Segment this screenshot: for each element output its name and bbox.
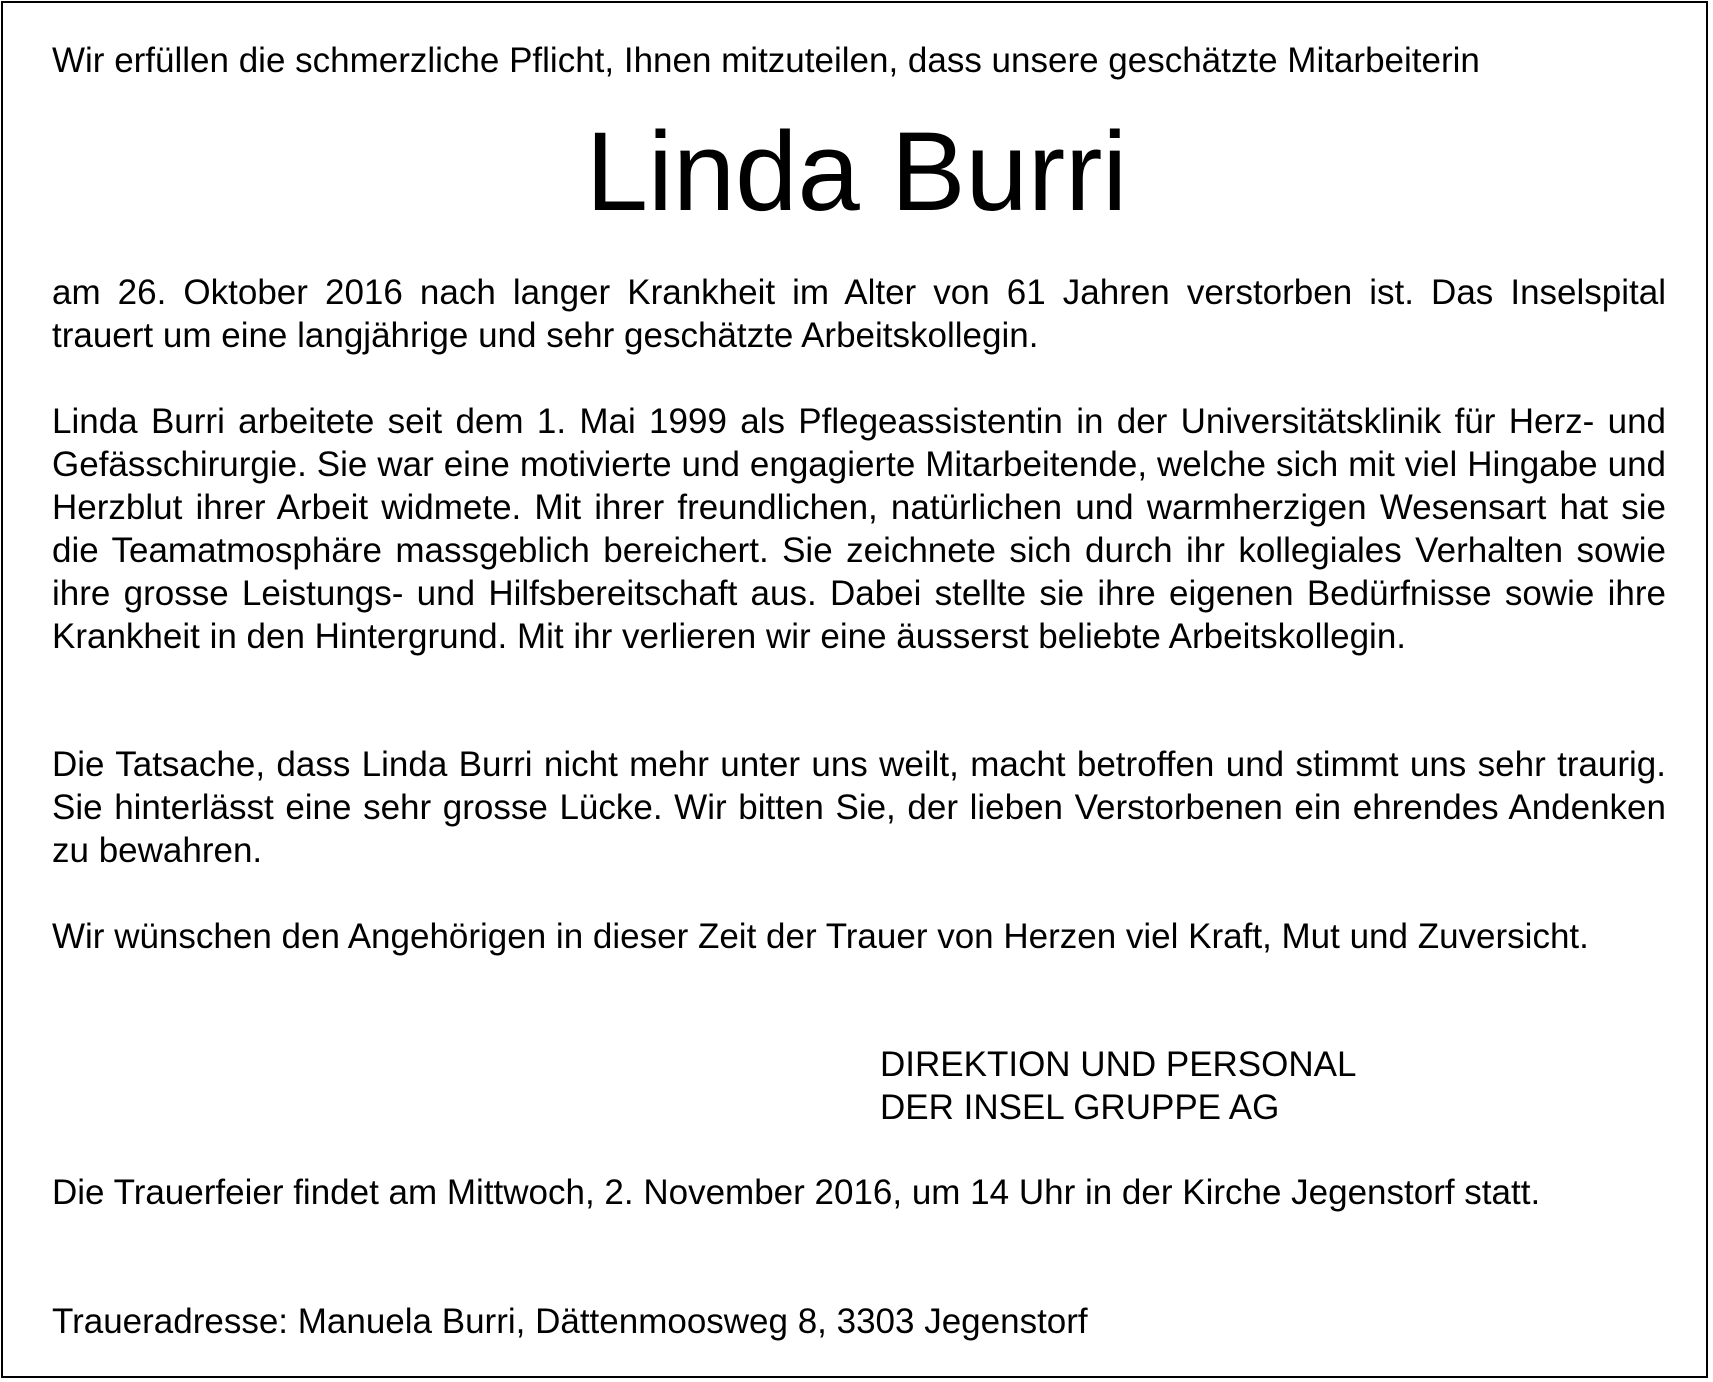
obituary-notice	[1, 1, 1708, 1378]
signature-line-2: DER INSEL GRUPPE AG	[880, 1088, 1280, 1127]
signature-line-1: DIREKTION UND PERSONAL	[880, 1045, 1357, 1084]
paragraph-mourning: Die Tatsache, dass Linda Burri nicht mehr unter uns weilt, macht betroffen und stimmt uns sehr traurig. Sie hinterlässt eine sehr grosse Lücke. Wir bitten Sie, der lieben Verstorbenen ein ehrendes Andenken zu bewahren.	[52, 745, 1666, 870]
intro-text: Wir erfüllen die schmerzliche Pflicht, Ihnen mitzuteilen, dass unsere geschätzte Mitarbeiterin	[52, 41, 1480, 80]
deceased-name: Linda Burri	[585, 109, 1128, 234]
paragraph-condolences: Wir wünschen den Angehörigen in dieser Zeit der Trauer von Herzen viel Kraft, Mut und Zuversicht.	[52, 917, 1589, 956]
paragraph-career: Linda Burri arbeitete seit dem 1. Mai 1999 als Pflegeassistentin in der Universitätsklinik für Herz- und Gefässchirurgie. Sie war eine motivierte und engagierte Mitarbeitende, welche sich mit viel Hingabe und Herzblut ihrer Arbeit widmete. Mit ihrer freundlichen, natürlichen und warmherzigen Wesensart hat sie die Teamatmosphäre massgeblich bereichert. Sie zeichnete sich durch ihr kollegiales Verhalten sowie ihre grosse Leistungs- und Hilfsbereitschaft aus. Dabei stellte sie ihre eigenen Bedürfnisse sowie ihre Krankheit in den Hintergrund. Mit ihr verlieren wir eine äusserst beliebte Arbeitskollegin.	[52, 402, 1666, 656]
ceremony-info: Die Trauerfeier findet am Mittwoch, 2. November 2016, um 14 Uhr in der Kirche Jegenstorf statt.	[52, 1173, 1541, 1212]
paragraph-death-notice: am 26. Oktober 2016 nach langer Krankheit im Alter von 61 Jahren verstorben ist. Das Inselspital trauert um eine langjährige und sehr geschätzte Arbeitskollegin.	[52, 273, 1666, 355]
mourning-address: Traueradresse: Manuela Burri, Dättenmoosweg 8, 3303 Jegenstorf	[52, 1302, 1088, 1341]
